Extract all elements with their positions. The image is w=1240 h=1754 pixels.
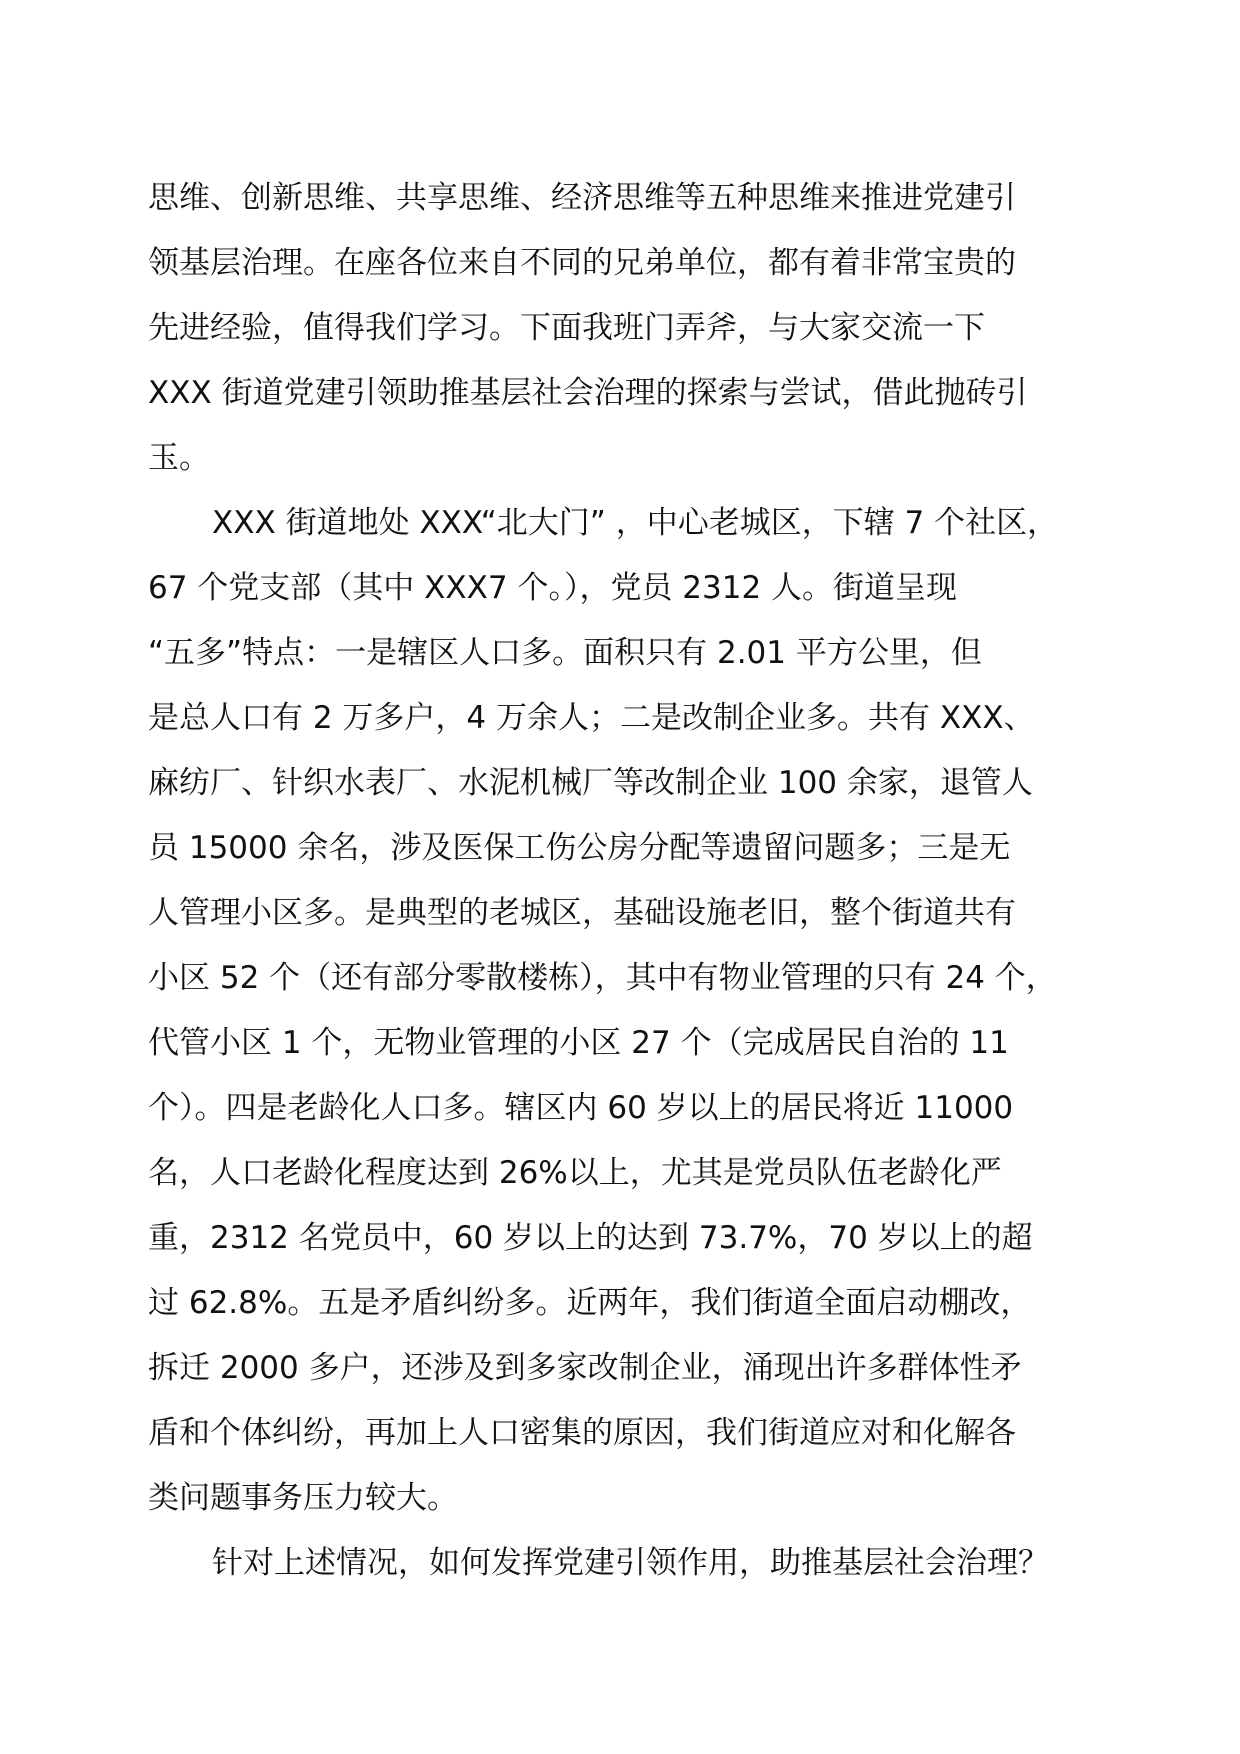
text-line: XXX 街道党建引领助推基层社会治理的探索与尝试，借此抛砖引 (148, 375, 1028, 411)
text-line: 过 62.8%。五是矛盾纠纷多。近两年，我们街道全面启动棚改， (148, 1285, 1032, 1321)
text-line: 拆迁 2000 多户，还涉及到多家改制企业，涌现出许多群体性矛 (148, 1350, 1022, 1386)
text-line: 重，2312 名党员中，60 岁以上的达到 73.7%，70 岁以上的超 (148, 1220, 1033, 1256)
text-line: 小区 52 个（还有部分零散楼栋），其中有物业管理的只有 24 个， (148, 960, 1057, 996)
body-text (148, 166, 1122, 1596)
text-line: 67 个党支部（其中 XXX7 个。），党员 2312 人。街道呈现 (148, 570, 958, 606)
text-line: 玉。 (148, 440, 210, 476)
text-line: 人管理小区多。是典型的老城区，基础设施老旧，整个街道共有 (148, 895, 1016, 931)
text-line: 麻纺厂、针织水表厂、水泥机械厂等改制企业 100 余家，退管人 (148, 765, 1033, 801)
text-line: 是总人口有 2 万多户，4 万余人；二是改制企业多。共有 XXX、 (148, 700, 1035, 736)
text-line: 思维、创新思维、共享思维、经济思维等五种思维来推进党建引 (148, 180, 1016, 216)
text-line: 先进经验，值得我们学习。下面我班门弄斧，与大家交流一下 (148, 310, 985, 346)
text-line: 盾和个体纠纷，再加上人口密集的原因，我们街道应对和化解各 (148, 1415, 1016, 1451)
text-line: 员 15000 余名，涉及医保工伤公房分配等遗留问题多；三是无 (148, 830, 1011, 866)
paragraph-first-line: XXX 街道地处 XXX“北大门” ，中心老城区，下辖 7 个社区， (212, 505, 1059, 541)
text-line: “五多”特点：一是辖区人口多。面积只有 2.01 平方公里，但 (148, 635, 982, 671)
text-line: 类问题事务压力较大。 (148, 1480, 458, 1516)
text-line: 领基层治理。在座各位来自不同的兄弟单位，都有着非常宝贵的 (148, 245, 1016, 281)
text-line: 名，人口老龄化程度达到 26%以上，尤其是党员队伍老龄化严 (148, 1155, 1002, 1191)
text-line: 代管小区 1 个，无物业管理的小区 27 个（完成居民自治的 11 (148, 1025, 1009, 1061)
paragraph-first-line: 针对上述情况，如何发挥党建引领作用，助推基层社会治理？ (212, 1545, 1049, 1581)
text-line: 个）。四是老龄化人口多。辖区内 60 岁以上的居民将近 11000 (148, 1090, 1014, 1126)
